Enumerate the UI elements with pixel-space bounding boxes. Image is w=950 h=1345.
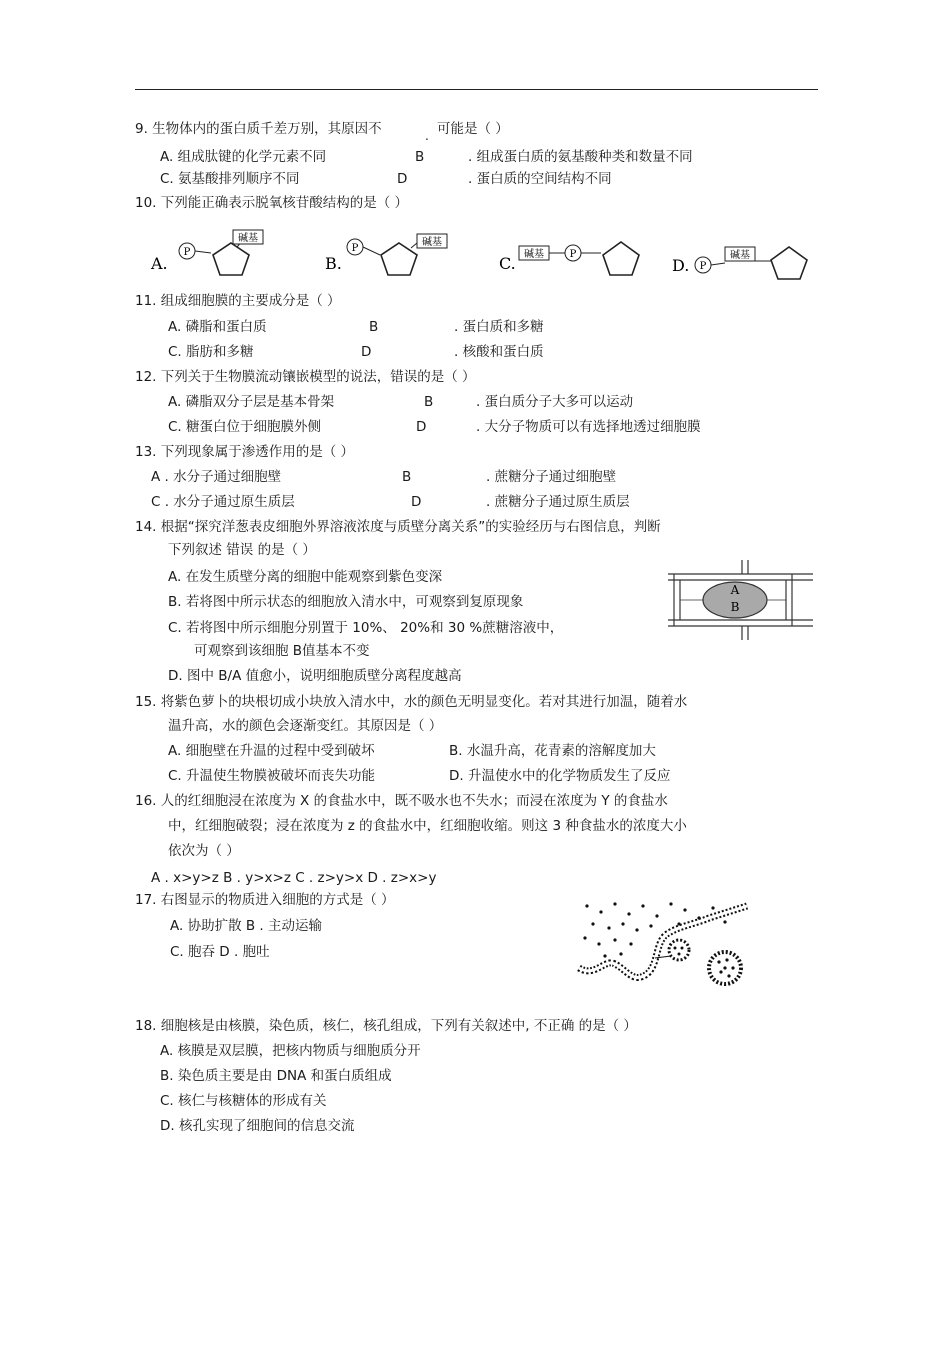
q14-option-b: B. 若将图中所示状态的细胞放入清水中，可观察到复原现象 (168, 594, 524, 610)
pentose-ring (771, 247, 807, 279)
q11-option-d-letter: D (361, 344, 372, 360)
q14-stem-continued: 下列叙述 错误 的是（ ） (168, 542, 316, 558)
phosphate-label: P (351, 243, 359, 254)
q13-option-a: A . 水分子通过细胞壁 (151, 469, 282, 485)
q18-option-b: B. 染色质主要是由 DNA 和蛋白质组成 (160, 1068, 392, 1084)
q9-stem-b: 可能是（ ） (437, 121, 509, 137)
q12-option-d-letter: D (416, 419, 427, 435)
q15-option-a: A. 细胞壁在升温的过程中受到破坏 (168, 743, 375, 759)
q11-option-a: A. 磷脂和蛋白质 (168, 319, 267, 335)
phosphate-label: P (183, 247, 191, 258)
q12-option-b: . 蛋白质分子大多可以运动 (476, 394, 634, 410)
q11-option-b: . 蛋白质和多糖 (454, 319, 544, 335)
q17-options-ab: A. 协助扩散 B . 主动运输 (170, 918, 323, 934)
q18-option-a: A. 核膜是双层膜，把核内物质与细胞质分开 (160, 1043, 421, 1059)
base-label: 碱基 (422, 237, 442, 248)
figure-label-a: A (730, 583, 740, 597)
figure-label-b: B (730, 600, 740, 614)
base-label: 碱基 (524, 249, 544, 260)
q9-option-b: . 组成蛋白质的氨基酸种类和数量不同 (468, 149, 693, 165)
q13-option-b-letter: B (402, 469, 412, 485)
bond-line (711, 263, 725, 265)
q15-option-c: C. 升温使生物膜被破坏而丧失功能 (168, 768, 376, 784)
q13-option-c: C . 水分子通过原生质层 (151, 494, 295, 510)
base-label: 碱基 (730, 250, 750, 261)
q9-option-d-letter: D (397, 171, 408, 187)
phosphate-label: P (699, 261, 707, 272)
q12-option-a: A. 磷脂双分子层是基本骨架 (168, 394, 335, 410)
q13-stem: 13. 下列现象属于渗透作用的是（ ） (135, 444, 355, 460)
phosphate-label: P (569, 249, 577, 260)
q9-option-a: A. 组成肽键的化学元素不同 (160, 149, 327, 165)
q14-option-d: D. 图中 B/A 值愈小，说明细胞质壁分离程度越高 (168, 668, 462, 684)
q16-options: A . x>y>z B . y>x>z C . z>y>x D . z>x>y (151, 870, 437, 886)
q16-stem-continued: 中，红细胞破裂；浸在浓度为 z 的食盐水中，红细胞收缩。则这 3 种食盐水的浓度大小 (168, 818, 687, 834)
figure-option-a-label: A. (151, 254, 168, 273)
q16-stem-end: 依次为（ ） (168, 843, 240, 859)
plasmolysis-cell-figure (668, 560, 813, 640)
q16-stem: 16. 人的红细胞浸在浓度为 X 的食盐水中，既不吸水也不失水；而浸在浓度为 Y 的食盐水 (135, 793, 668, 809)
invagination (669, 940, 689, 960)
pentose-ring (603, 242, 639, 275)
figure-option-c-label: C. (499, 254, 516, 273)
bond-line (195, 251, 211, 253)
pentose-ring (213, 243, 249, 275)
q18-option-d: D. 核孔实现了细胞间的信息交流 (160, 1118, 355, 1134)
endocytosis-figure (575, 898, 750, 990)
q17-stem: 17. 右图显示的物质进入细胞的方式是（ ） (135, 892, 395, 908)
q11-option-c: C. 脂肪和多糖 (168, 344, 254, 360)
q12-option-d: . 大分子物质可以有选择地透过细胞膜 (476, 419, 701, 435)
q11-stem: 11. 组成细胞膜的主要成分是（ ） (135, 293, 341, 309)
q12-option-b-letter: B (424, 394, 434, 410)
emphasis-dot: . (425, 129, 429, 143)
bond-line (411, 243, 417, 248)
q14-option-c: C. 若将图中所示细胞分别置于 10%、 20%和 30 %蔗糖溶液中， (168, 620, 564, 636)
q15-stem-continued: 温升高，水的颜色会逐渐变红。其原因是（ ） (168, 718, 443, 734)
nucleotide-options-figure (145, 225, 815, 287)
q14-option-a: A. 在发生质壁分离的细胞中能观察到紫色变深 (168, 569, 443, 585)
q15-stem: 15. 将紫色萝卜的块根切成小块放入清水中，水的颜色无明显变化。若对其进行加温，随着水 (135, 694, 688, 710)
base-label: 碱基 (238, 233, 258, 244)
q11-option-d: . 核酸和蛋白质 (454, 344, 544, 360)
q15-option-d: D. 升温使水中的化学物质发生了反应 (449, 768, 671, 784)
q13-option-d: . 蔗糖分子通过原生质层 (486, 494, 630, 510)
q14-stem: 14. 根据“探究洋葱表皮细胞外界溶液浓度与质壁分离关系”的实验经历与右图信息，判断 (135, 519, 661, 535)
bond-line (363, 247, 380, 255)
header-rule (135, 89, 818, 90)
q9-option-b-letter: B (415, 149, 425, 165)
q15-option-b: B. 水温升高，花青素的溶解度加大 (449, 743, 656, 759)
q18-option-c: C. 核仁与核糖体的形成有关 (160, 1093, 327, 1109)
q9-stem-a: 9. 生物体内的蛋白质千差万别，其原因不 (135, 121, 382, 137)
q17-options-cd: C. 胞吞 D . 胞吐 (170, 944, 270, 960)
q11-option-b-letter: B (369, 319, 379, 335)
q12-option-c: C. 糖蛋白位于细胞膜外侧 (168, 419, 322, 435)
figure-option-b-label: B. (325, 254, 342, 273)
q9-option-d: . 蛋白质的空间结构不同 (468, 171, 612, 187)
q9-option-c: C. 氨基酸排列顺序不同 (160, 171, 300, 187)
q10-stem: 10. 下列能正确表示脱氧核苷酸结构的是（ ） (135, 195, 409, 211)
q12-stem: 12. 下列关于生物膜流动镶嵌模型的说法，错误的是（ ） (135, 369, 476, 385)
q18-stem: 18. 细胞核是由核膜，染色质，核仁，核孔组成，下列有关叙述中, 不正确 的是（ ） (135, 1018, 637, 1034)
q14-option-c-continued: 可观察到该细胞 B值基本不变 (194, 643, 370, 659)
figure-option-d-label: D. (672, 256, 690, 275)
q13-option-b: . 蔗糖分子通过细胞壁 (486, 469, 617, 485)
q13-option-d-letter: D (411, 494, 422, 510)
